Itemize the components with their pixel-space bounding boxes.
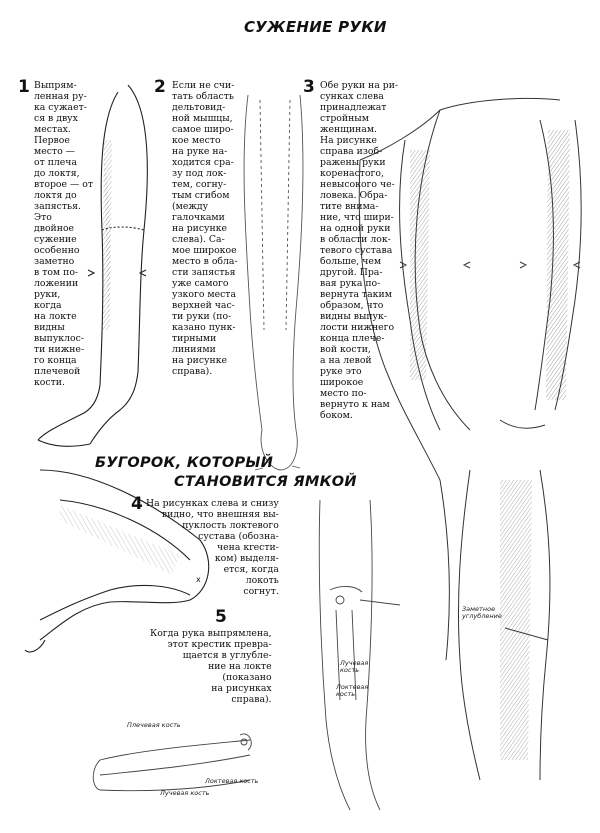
page-title: СУЖЕНИЕ РУКИ [244, 18, 387, 36]
label-loktevaya-kost-bottom: Локтевая кость [205, 777, 259, 785]
section-4-number: 4 [131, 494, 143, 514]
section-5-number: 5 [215, 607, 227, 627]
svg-text:x: x [196, 575, 201, 584]
subheading-line-1: БУГОРОК, КОТОРЫЙ [95, 455, 274, 471]
section-1-text: Выпрям- ленная ру- ка сужает- ся в двух местах. Первое место — от плеча до локтя, второе — от локтя до запястья. Это двойное сужение особенно заметно в том по- ложении руки, когда на локте видны выпуклос- ти нижне- го конца плечевой кости. [34, 80, 93, 388]
section-2-text: Если не счи- тать область дельтовид- ной мышцы, самое широ- кое место на руке на- ходится сра- зу под лок- тем, согну- тым сгибом (между галочками на рисунке слева). Са- мое широкое место в обла- сти запястья уже самого узкого места верхней час- ти руки (по- казано пунк- тирными линиями на рисунке справа). [172, 80, 238, 377]
right-arm-drawing-7 [458, 470, 549, 780]
label-loktevaya-kost-mid: Локтевая кость [336, 683, 369, 698]
label-zamechnoe-uglublenie: Заметное углубление [462, 605, 502, 620]
outline-arm-drawing-2 [244, 95, 303, 470]
label-luchevaya-kost-mid: Лучевая кость [340, 659, 369, 674]
section-5-text: Когда рука выпрямлена, этот крестик превра- щается в углубле- ние на локте (показано на рисунках справа). [150, 628, 272, 705]
section-3-number: 3 [303, 77, 315, 97]
section-3-text: Обе руки на ри- сунках слева принадлежат стройным женщинам. На рисунке справа изоб- ражены руки коренастого, невысокого че- ловека. Обра- тите внима- ние, что шири- на одной руки в области лок- тевого сустава больше, чем другой. Пра- вая рука по- вернута таким образом, что видны выпук- лости нижнего конца плече- вой кости, а на левой руке это широкое место по- вернуто к нам боком. [320, 80, 399, 421]
label-luchevaya-kost-bottom: Лучевая кость [160, 789, 210, 797]
label-plechevaya-kost: Плечевая кость [127, 721, 181, 729]
subheading-line-2: СТАНОВИТСЯ ЯМКОЙ [174, 474, 357, 490]
section-2-number: 2 [154, 77, 166, 97]
straight-arm-bones-drawing-6 [319, 500, 400, 810]
section-1-number: 1 [18, 77, 30, 97]
section-4-text: На рисунках слева и снизу видно, что внешняя вы- пуклость локтевого сустава (обозна- чена кrести- ком) выделя- ется, когда локоть согнут. [146, 498, 279, 597]
